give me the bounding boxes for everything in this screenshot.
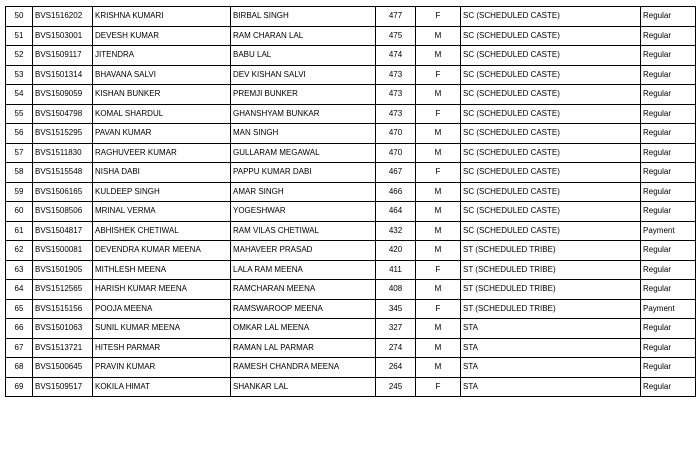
category-cell: SC (SCHEDULED CASTE): [461, 182, 641, 202]
registration-number-cell: BVS1516202: [33, 7, 93, 27]
seat-type-cell: Regular: [641, 26, 696, 46]
serial-number-cell: 65: [6, 299, 33, 319]
marks-cell: 470: [376, 143, 416, 163]
father-name-cell: PREMJI BUNKER: [231, 85, 376, 105]
table-row: [6, 280, 696, 300]
seat-type-cell: Regular: [641, 338, 696, 358]
gender-cell: F: [416, 299, 461, 319]
serial-number-cell: 50: [6, 7, 33, 27]
marks-cell: 432: [376, 221, 416, 241]
table-row: [6, 143, 696, 163]
gender-cell: M: [416, 319, 461, 339]
father-name-cell: PAPPU KUMAR DABI: [231, 163, 376, 183]
father-name-cell: MAN SINGH: [231, 124, 376, 144]
category-cell: ST (SCHEDULED TRIBE): [461, 260, 641, 280]
father-name-cell: RAM CHARAN LAL: [231, 26, 376, 46]
marks-cell: 474: [376, 46, 416, 66]
gender-cell: M: [416, 241, 461, 261]
seat-type-cell: Regular: [641, 319, 696, 339]
marks-cell: 473: [376, 85, 416, 105]
category-cell: SC (SCHEDULED CASTE): [461, 85, 641, 105]
table-row: [6, 358, 696, 378]
candidate-name-cell: POOJA MEENA: [93, 299, 231, 319]
candidate-name-cell: DEVESH KUMAR: [93, 26, 231, 46]
father-name-cell: OMKAR LAL MEENA: [231, 319, 376, 339]
table-row: [6, 319, 696, 339]
category-cell: SC (SCHEDULED CASTE): [461, 26, 641, 46]
gender-cell: M: [416, 280, 461, 300]
category-cell: STA: [461, 338, 641, 358]
table-row: [6, 124, 696, 144]
father-name-cell: GHANSHYAM BUNKAR: [231, 104, 376, 124]
registration-number-cell: BVS1515295: [33, 124, 93, 144]
marks-cell: 345: [376, 299, 416, 319]
candidate-name-cell: JITENDRA: [93, 46, 231, 66]
serial-number-cell: 52: [6, 46, 33, 66]
candidate-name-cell: HITESH PARMAR: [93, 338, 231, 358]
table-row: [6, 182, 696, 202]
category-cell: SC (SCHEDULED CASTE): [461, 163, 641, 183]
marks-cell: 470: [376, 124, 416, 144]
table-row: [6, 65, 696, 85]
serial-number-cell: 58: [6, 163, 33, 183]
candidate-name-cell: ABHISHEK CHETIWAL: [93, 221, 231, 241]
candidate-name-cell: HARISH KUMAR MEENA: [93, 280, 231, 300]
father-name-cell: BIRBAL SINGH: [231, 7, 376, 27]
category-cell: SC (SCHEDULED CASTE): [461, 202, 641, 222]
category-cell: SC (SCHEDULED CASTE): [461, 104, 641, 124]
marks-cell: 327: [376, 319, 416, 339]
serial-number-cell: 53: [6, 65, 33, 85]
category-cell: ST (SCHEDULED TRIBE): [461, 241, 641, 261]
gender-cell: M: [416, 46, 461, 66]
seat-type-cell: Payment: [641, 221, 696, 241]
registration-number-cell: BVS1508506: [33, 202, 93, 222]
registration-number-cell: BVS1515156: [33, 299, 93, 319]
category-cell: SC (SCHEDULED CASTE): [461, 46, 641, 66]
gender-cell: F: [416, 65, 461, 85]
marks-cell: 477: [376, 7, 416, 27]
marks-cell: 264: [376, 358, 416, 378]
registration-number-cell: BVS1509517: [33, 377, 93, 397]
seat-type-cell: Regular: [641, 7, 696, 27]
category-cell: SC (SCHEDULED CASTE): [461, 143, 641, 163]
candidate-name-cell: KRISHNA KUMARI: [93, 7, 231, 27]
candidate-table-body: [6, 7, 696, 397]
candidate-name-cell: NISHA DABI: [93, 163, 231, 183]
table-row: [6, 241, 696, 261]
serial-number-cell: 69: [6, 377, 33, 397]
serial-number-cell: 56: [6, 124, 33, 144]
registration-number-cell: BVS1512565: [33, 280, 93, 300]
candidate-name-cell: RAGHUVEER KUMAR: [93, 143, 231, 163]
gender-cell: M: [416, 85, 461, 105]
gender-cell: F: [416, 260, 461, 280]
father-name-cell: GULLARAM MEGAWAL: [231, 143, 376, 163]
registration-number-cell: BVS1515548: [33, 163, 93, 183]
father-name-cell: RAMAN LAL PARMAR: [231, 338, 376, 358]
candidate-name-cell: BHAVANA SALVI: [93, 65, 231, 85]
father-name-cell: LALA RAM MEENA: [231, 260, 376, 280]
category-cell: ST (SCHEDULED TRIBE): [461, 280, 641, 300]
candidate-name-cell: DEVENDRA KUMAR MEENA: [93, 241, 231, 261]
marks-cell: 411: [376, 260, 416, 280]
category-cell: ST (SCHEDULED TRIBE): [461, 299, 641, 319]
seat-type-cell: Regular: [641, 104, 696, 124]
table-row: [6, 221, 696, 241]
table-row: [6, 260, 696, 280]
serial-number-cell: 57: [6, 143, 33, 163]
serial-number-cell: 54: [6, 85, 33, 105]
serial-number-cell: 64: [6, 280, 33, 300]
table-row: [6, 338, 696, 358]
table-row: [6, 7, 696, 27]
father-name-cell: RAM VILAS CHETIWAL: [231, 221, 376, 241]
category-cell: STA: [461, 377, 641, 397]
table-row: [6, 202, 696, 222]
father-name-cell: DEV KISHAN SALVI: [231, 65, 376, 85]
seat-type-cell: Regular: [641, 143, 696, 163]
gender-cell: F: [416, 377, 461, 397]
seat-type-cell: Regular: [641, 241, 696, 261]
registration-number-cell: BVS1506165: [33, 182, 93, 202]
table-row: [6, 46, 696, 66]
father-name-cell: BABU LAL: [231, 46, 376, 66]
registration-number-cell: BVS1500645: [33, 358, 93, 378]
seat-type-cell: Payment: [641, 299, 696, 319]
father-name-cell: MAHAVEER PRASAD: [231, 241, 376, 261]
category-cell: SC (SCHEDULED CASTE): [461, 124, 641, 144]
seat-type-cell: Regular: [641, 124, 696, 144]
marks-cell: 466: [376, 182, 416, 202]
marks-cell: 464: [376, 202, 416, 222]
gender-cell: F: [416, 104, 461, 124]
father-name-cell: AMAR SINGH: [231, 182, 376, 202]
gender-cell: M: [416, 26, 461, 46]
category-cell: STA: [461, 319, 641, 339]
candidate-table: [5, 6, 696, 397]
seat-type-cell: Regular: [641, 85, 696, 105]
table-row: [6, 163, 696, 183]
registration-number-cell: BVS1513721: [33, 338, 93, 358]
marks-cell: 473: [376, 65, 416, 85]
gender-cell: F: [416, 7, 461, 27]
serial-number-cell: 67: [6, 338, 33, 358]
father-name-cell: SHANKAR LAL: [231, 377, 376, 397]
candidate-name-cell: KISHAN BUNKER: [93, 85, 231, 105]
registration-number-cell: BVS1509059: [33, 85, 93, 105]
table-row: [6, 377, 696, 397]
marks-cell: 473: [376, 104, 416, 124]
candidate-name-cell: KULDEEP SINGH: [93, 182, 231, 202]
category-cell: SC (SCHEDULED CASTE): [461, 65, 641, 85]
table-row: [6, 26, 696, 46]
gender-cell: M: [416, 124, 461, 144]
gender-cell: M: [416, 358, 461, 378]
seat-type-cell: Regular: [641, 358, 696, 378]
gender-cell: F: [416, 163, 461, 183]
registration-number-cell: BVS1501314: [33, 65, 93, 85]
candidate-name-cell: KOMAL SHARDUL: [93, 104, 231, 124]
serial-number-cell: 61: [6, 221, 33, 241]
marks-cell: 408: [376, 280, 416, 300]
candidate-name-cell: SUNIL KUMAR MEENA: [93, 319, 231, 339]
registration-number-cell: BVS1504817: [33, 221, 93, 241]
serial-number-cell: 51: [6, 26, 33, 46]
registration-number-cell: BVS1511830: [33, 143, 93, 163]
marks-cell: 467: [376, 163, 416, 183]
father-name-cell: RAMSWAROOP MEENA: [231, 299, 376, 319]
seat-type-cell: Regular: [641, 260, 696, 280]
gender-cell: M: [416, 338, 461, 358]
serial-number-cell: 68: [6, 358, 33, 378]
father-name-cell: RAMCHARAN MEENA: [231, 280, 376, 300]
serial-number-cell: 55: [6, 104, 33, 124]
marks-cell: 274: [376, 338, 416, 358]
seat-type-cell: Regular: [641, 377, 696, 397]
table-row: [6, 85, 696, 105]
gender-cell: M: [416, 221, 461, 241]
seat-type-cell: Regular: [641, 202, 696, 222]
registration-number-cell: BVS1509117: [33, 46, 93, 66]
serial-number-cell: 66: [6, 319, 33, 339]
table-row: [6, 299, 696, 319]
father-name-cell: YOGESHWAR: [231, 202, 376, 222]
registration-number-cell: BVS1500081: [33, 241, 93, 261]
seat-type-cell: Regular: [641, 280, 696, 300]
seat-type-cell: Regular: [641, 182, 696, 202]
table-row: [6, 104, 696, 124]
category-cell: SC (SCHEDULED CASTE): [461, 7, 641, 27]
serial-number-cell: 63: [6, 260, 33, 280]
father-name-cell: RAMESH CHANDRA MEENA: [231, 358, 376, 378]
serial-number-cell: 62: [6, 241, 33, 261]
category-cell: STA: [461, 358, 641, 378]
candidate-name-cell: MITHLESH MEENA: [93, 260, 231, 280]
marks-cell: 475: [376, 26, 416, 46]
marks-cell: 245: [376, 377, 416, 397]
gender-cell: M: [416, 182, 461, 202]
gender-cell: M: [416, 143, 461, 163]
candidate-name-cell: PRAVIN KUMAR: [93, 358, 231, 378]
registration-number-cell: BVS1504798: [33, 104, 93, 124]
seat-type-cell: Regular: [641, 46, 696, 66]
serial-number-cell: 59: [6, 182, 33, 202]
registration-number-cell: BVS1501063: [33, 319, 93, 339]
candidate-name-cell: KOKILA HIMAT: [93, 377, 231, 397]
candidate-name-cell: PAVAN KUMAR: [93, 124, 231, 144]
marks-cell: 420: [376, 241, 416, 261]
gender-cell: M: [416, 202, 461, 222]
registration-number-cell: BVS1501905: [33, 260, 93, 280]
serial-number-cell: 60: [6, 202, 33, 222]
candidate-name-cell: MRINAL VERMA: [93, 202, 231, 222]
seat-type-cell: Regular: [641, 163, 696, 183]
category-cell: SC (SCHEDULED CASTE): [461, 221, 641, 241]
seat-type-cell: Regular: [641, 65, 696, 85]
registration-number-cell: BVS1503001: [33, 26, 93, 46]
